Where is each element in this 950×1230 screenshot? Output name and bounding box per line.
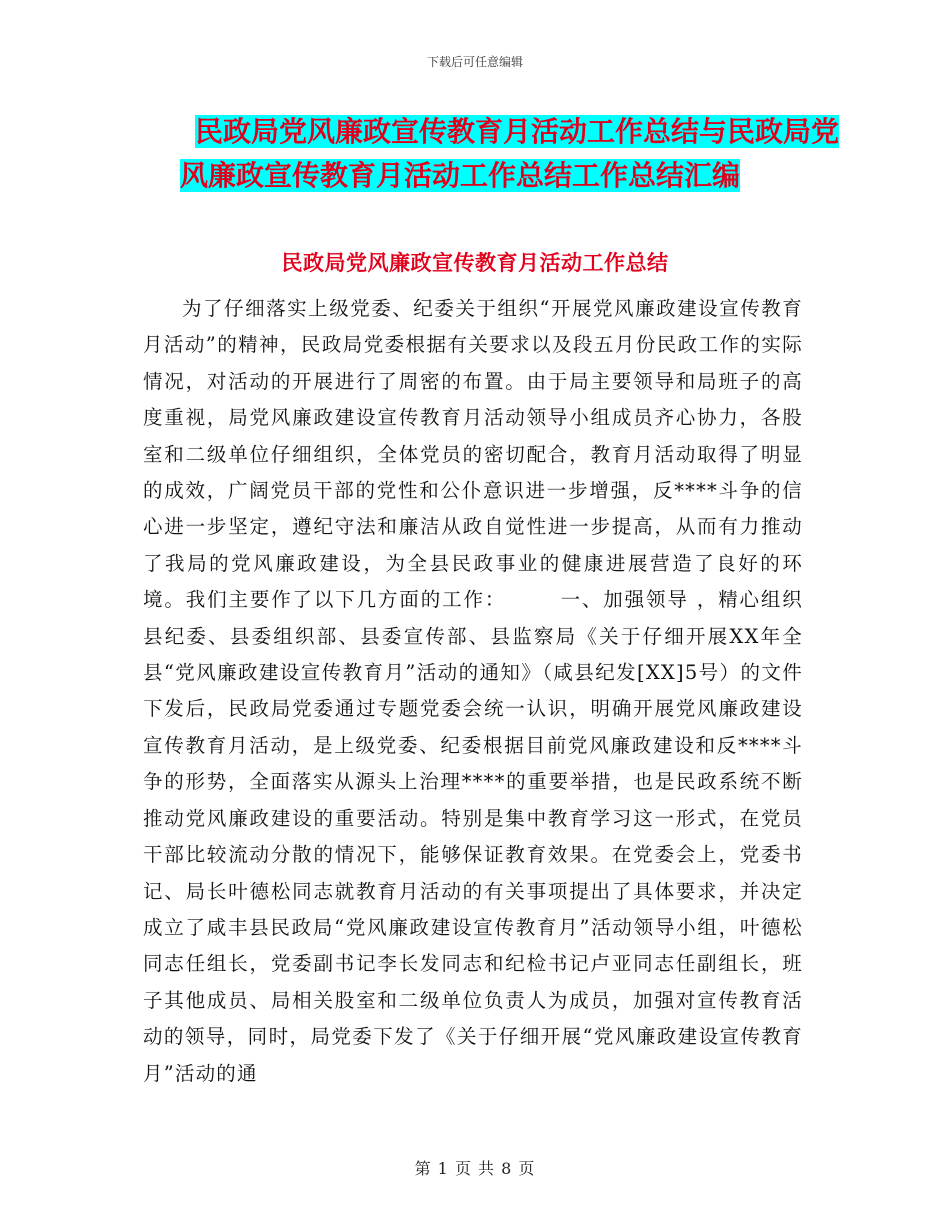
title-line-1-text: 民政局党风廉政宣传教育月活动工作总结与民政局党: [195, 115, 840, 148]
body-paragraph: 为了仔细落实上级党委、纪委关于组织“开展党风廉政建设宣传教育月活动”的精神，民政局党委根据有关要求以及段五月份民政工作的实际情况，对活动的开展进行了周密的布置。由于局主要领导和局班子的高度重视，局党风廉政建设宣传教育月活动领导小组成员齐心协力，各股室和二级单位仔细组织，全体党员的密切配合，教育月活动取得了明显的成效，广阔党员干部的党性和公仆意识进一步增强，反****斗争的信心进一步坚定，遵纪守法和廉洁从政自觉性进一步提高，从而有力推动了我局的党风廉政建设，为全县民政事业的健康进展营造了良好的环境。我们主要作了以下几方面的工作： 一、加强领导 ，精心组织 县纪委、县委组织部、县委宣传部、县监察局《关于仔细开展XX年全县“党风廉政建设宣传教育月”活动的通知》（咸县纪发[XX]5号）的文件下发后，民政局党委通过专题党委会统一认识，明确开展党风廉政建设宣传教育月活动，是上级党委、纪委根据目前党风廉政建设和反****斗争的形势，全面落实从源头上治理****的重要举措，也是民政系统不断推动党风廉政建设的重要活动。特别是集中教育学习这一形式，在党员干部比较流动分散的情况下，能够保证教育效果。在党委会上，党委书记、局长叶德松同志就教育月活动的有关事项提出了具体要求，并决定成立了咸丰县民政局“党风廉政建设宣传教育月”活动领导小组，叶德松同志任组长，党委副书记李长发同志和纪检书记卢亚同志任副组长，班子其他成员、局相关股室和二级单位负责人为成员，加强对宣传教育活动的领导，同时，局党委下发了《关于仔细开展“党风廉政建设宣传教育月”活动的通: [143, 297, 866, 1085]
header-note: 下载后可任意编辑: [426, 55, 523, 69]
title-line-2: [180, 154, 820, 198]
page-number: 第 1 页 共 8 页: [414, 1159, 536, 1178]
document-title: [180, 110, 840, 198]
title-line-1: [180, 110, 840, 154]
title-line-2-text: 风廉政宣传教育月活动工作总结工作总结汇编: [180, 159, 741, 192]
section-title: 民政局党风廉政宣传教育月活动工作总结: [281, 251, 669, 275]
